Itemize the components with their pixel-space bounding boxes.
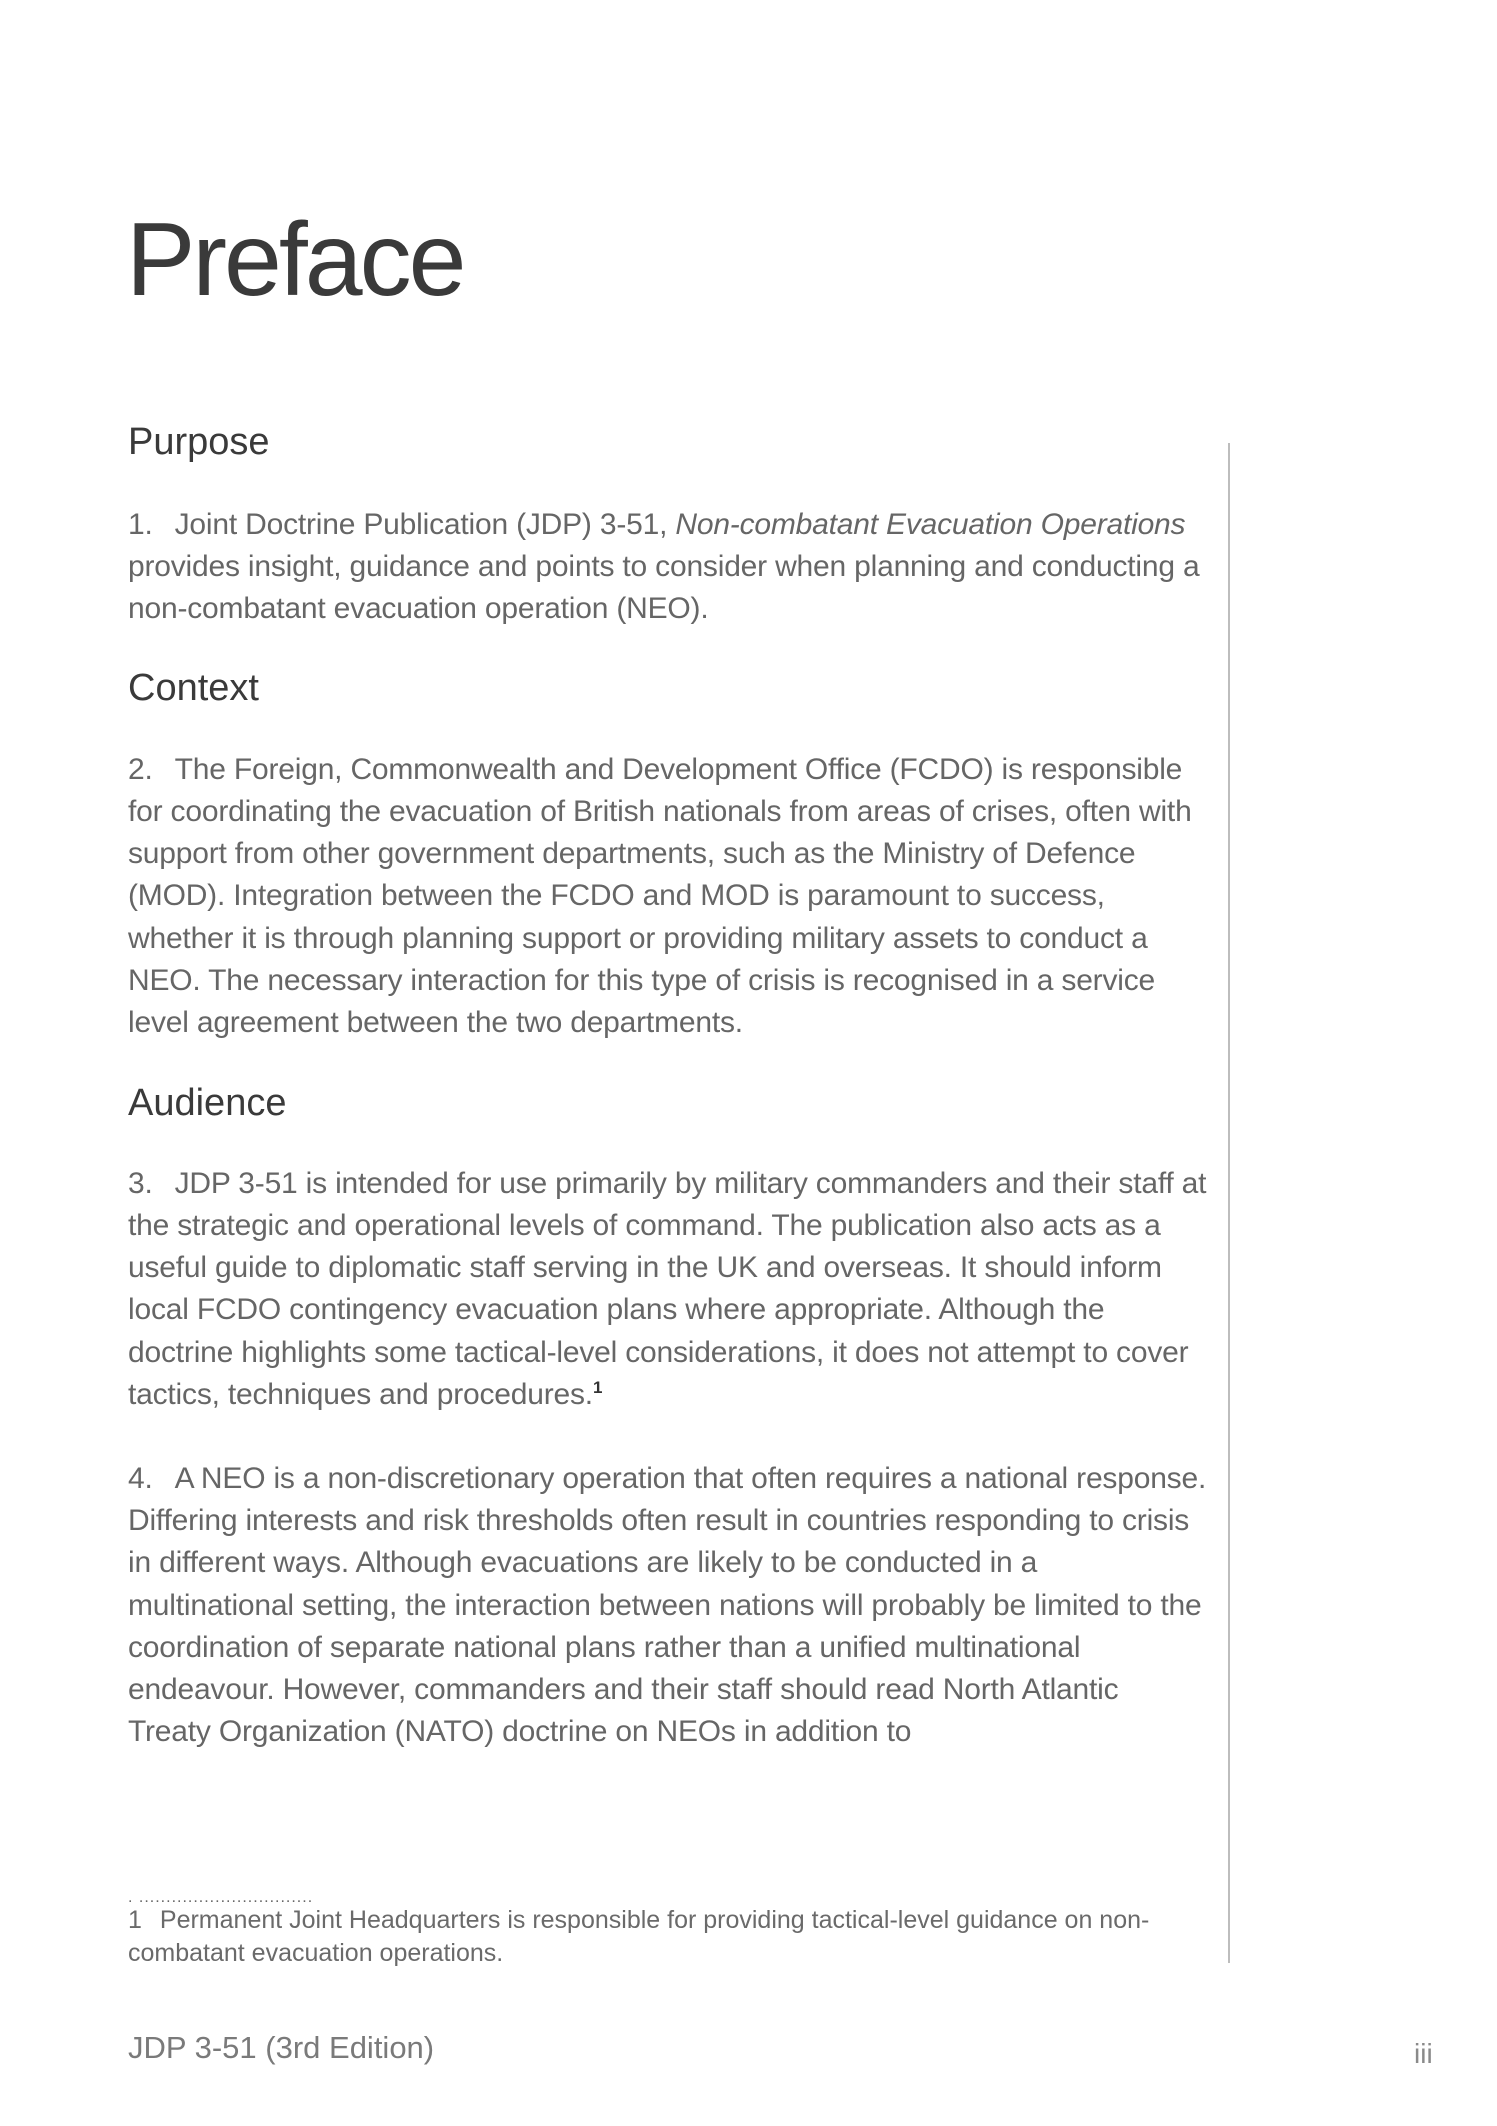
footnote — [128, 1904, 1208, 1970]
paragraph-text: A NEO is a non-discretionary operation that often requires a national response. Differing interests and risk thresholds often result in countries responding to crisis in different ways. Although evacuations are likely to be conducted in a multinational setting, the interaction between nations will probably be limited to the coordination of separate national plans rather than a unified multinational endeavour. However, commanders and their staff should read North Atlantic Treaty Organization (NATO) doctrine on NEOs in addition to — [128, 1462, 1207, 1749]
margin-rule — [1228, 443, 1230, 1963]
paragraph-1 — [128, 504, 1208, 631]
page-number: iii — [1414, 2038, 1433, 2069]
paragraph-4 — [128, 1458, 1208, 1753]
footnote-reference[interactable]: 1 — [592, 1377, 603, 1397]
footnote-text: Permanent Joint Headquarters is responsible for providing tactical-level guidance on non-combatant evacuation operations. — [128, 1906, 1150, 1967]
paragraph-number: 3. — [128, 1166, 153, 1200]
footnote-number: 1 — [128, 1906, 142, 1934]
heading-context: Context — [128, 667, 259, 710]
page-title: Preface — [126, 202, 464, 318]
paragraph-text: Joint Doctrine Publication (JDP) 3-51, — [174, 507, 676, 541]
footnote-separator: . ................................ — [128, 1889, 314, 1906]
publication-title: Non-combatant Evacuation Operations — [675, 507, 1186, 541]
paragraph-number: 4. — [128, 1462, 153, 1496]
paragraph-text: The Foreign, Commonwealth and Development Office (FCDO) is responsible for coordinating the evacuation of British nationals from areas of crises, often with support from other government departments, such as the Ministry of Defence (MOD). Integration between the FCDO and MOD is paramount to success, whether it is through planning support or providing military assets to conduct a NEO. The necessary interaction for this type of crisis is recognised in a service level agreement between the two departments. — [128, 752, 1192, 1040]
paragraph-text: provides insight, guidance and points to consider when planning and conducting a non-combatant evacuation operation (NEO). — [128, 549, 1200, 625]
paragraph-3 — [128, 1163, 1208, 1416]
paragraph-number: 2. — [128, 752, 153, 786]
footer-publication: JDP 3-51 (3rd Edition) — [128, 2030, 435, 2065]
paragraph-number: 1. — [128, 507, 153, 541]
paragraph-text: JDP 3-51 is intended for use primarily by military commanders and their staff at the strategic and operational levels of command. The publication also acts as a useful guide to diplomatic staff serving in the UK and overseas. It should inform local FCDO contingency evacuation plans where appropriate. Although the doctrine highlights some tactical-level considerations, it does not attempt to cover tactics, techniques and procedures. — [128, 1166, 1207, 1411]
main-content — [128, 420, 1208, 1753]
paragraph-2 — [128, 749, 1208, 1044]
heading-purpose: Purpose — [128, 421, 270, 463]
heading-audience: Audience — [128, 1082, 287, 1125]
